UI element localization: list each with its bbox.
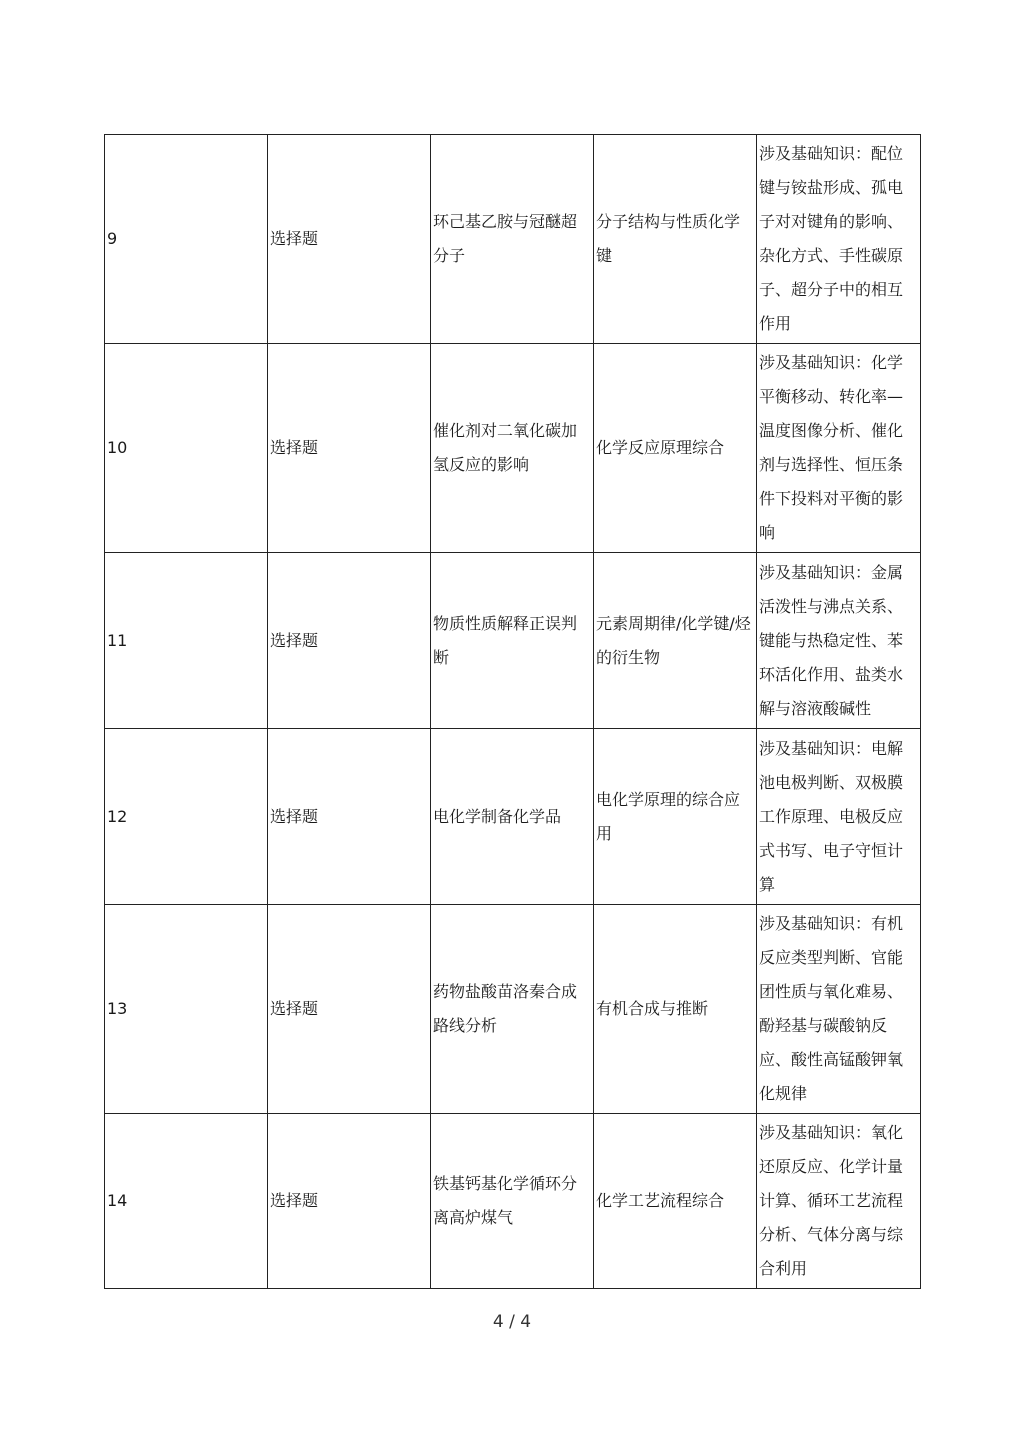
question-number-cell: 13 [105, 905, 268, 1114]
table-row [105, 905, 921, 1114]
page-number: 4 / 4 [492, 1312, 532, 1332]
knowledge-points-cell: 涉及基础知识：化学平衡移动、转化率—温度图像分析、催化剂与选择性、恒压条件下投料对平衡的影响 [757, 344, 921, 553]
question-number-cell: 11 [105, 553, 268, 729]
question-type-cell: 选择题 [268, 344, 431, 553]
question-content-cell: 环己基乙胺与冠醚超分子 [431, 135, 594, 344]
question-type-cell: 选择题 [268, 135, 431, 344]
question-type-cell: 选择题 [268, 553, 431, 729]
question-type-cell: 选择题 [268, 729, 431, 905]
question-content-cell: 电化学制备化学品 [431, 729, 594, 905]
knowledge-points-cell: 涉及基础知识：配位键与铵盐形成、孤电子对对键角的影响、杂化方式、手性碳原子、超分子中的相互作用 [757, 135, 921, 344]
question-number-cell: 14 [105, 1114, 268, 1289]
knowledge-points-cell: 涉及基础知识：有机反应类型判断、官能团性质与氧化难易、酚羟基与碳酸钠反应、酸性高锰酸钾氧化规律 [757, 905, 921, 1114]
table-row [105, 344, 921, 553]
table-row [105, 553, 921, 729]
table-row [105, 729, 921, 905]
knowledge-points-cell: 涉及基础知识：氧化还原反应、化学计量计算、循环工艺流程分析、气体分离与综合利用 [757, 1114, 921, 1289]
knowledge-points-cell: 涉及基础知识：电解池电极判断、双极膜工作原理、电极反应式书写、电子守恒计算 [757, 729, 921, 905]
question-type-cell: 选择题 [268, 905, 431, 1114]
table-row [105, 135, 921, 344]
table-row [105, 1114, 921, 1289]
question-number-cell: 10 [105, 344, 268, 553]
knowledge-module-cell: 化学反应原理综合 [594, 344, 757, 553]
question-content-cell: 催化剂对二氧化碳加氢反应的影响 [431, 344, 594, 553]
knowledge-module-cell: 电化学原理的综合应用 [594, 729, 757, 905]
knowledge-module-cell: 化学工艺流程综合 [594, 1114, 757, 1289]
knowledge-module-cell: 分子结构与性质化学键 [594, 135, 757, 344]
question-content-cell: 铁基钙基化学循环分离高炉煤气 [431, 1114, 594, 1289]
knowledge-module-cell: 元素周期律/化学键/烃的衍生物 [594, 553, 757, 729]
question-content-cell: 物质性质解释正误判断 [431, 553, 594, 729]
knowledge-table [104, 134, 921, 1289]
question-number-cell: 9 [105, 135, 268, 344]
knowledge-points-cell: 涉及基础知识：金属活泼性与沸点关系、键能与热稳定性、苯环活化作用、盐类水解与溶液酸碱性 [757, 553, 921, 729]
question-number-cell: 12 [105, 729, 268, 905]
question-type-cell: 选择题 [268, 1114, 431, 1289]
knowledge-module-cell: 有机合成与推断 [594, 905, 757, 1114]
question-content-cell: 药物盐酸苗洛秦合成路线分析 [431, 905, 594, 1114]
